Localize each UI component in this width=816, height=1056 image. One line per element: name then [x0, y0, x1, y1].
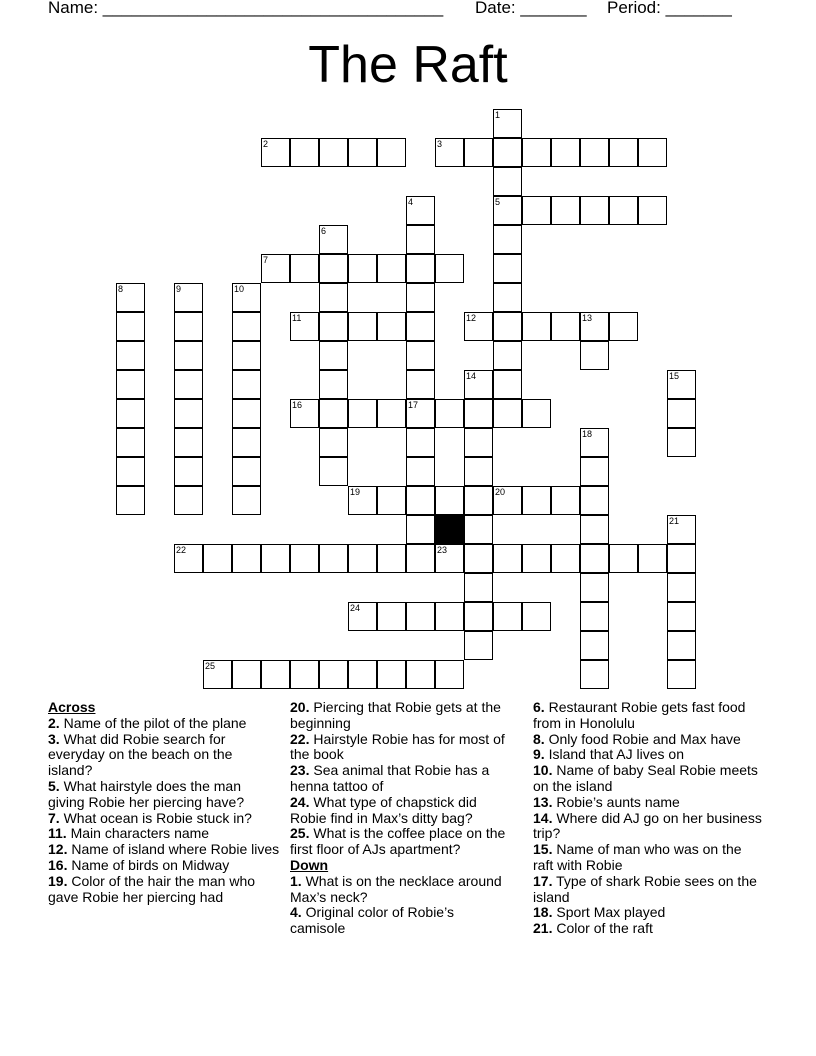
grid-cell[interactable]: [116, 457, 145, 486]
grid-cell[interactable]: [232, 399, 261, 428]
grid-cell[interactable]: [261, 138, 290, 167]
clue-number-label: 7.: [48, 809, 60, 826]
grid-cell[interactable]: [116, 283, 145, 312]
clue-number-label: 24.: [290, 793, 310, 810]
grid-cell[interactable]: [319, 370, 348, 399]
grid-cell[interactable]: [580, 660, 609, 689]
grid-cell[interactable]: [319, 428, 348, 457]
grid-cell[interactable]: [232, 486, 261, 515]
grid-cell[interactable]: [348, 138, 377, 167]
grid-cell[interactable]: [290, 399, 319, 428]
grid-cell[interactable]: [435, 399, 464, 428]
clue-number-label: 25.: [290, 825, 310, 842]
clue-item: [48, 874, 280, 906]
grid-cell[interactable]: [580, 138, 609, 167]
grid-cell[interactable]: [319, 254, 348, 283]
grid-cell[interactable]: [464, 486, 493, 515]
grid-cell[interactable]: [348, 254, 377, 283]
grid-cell[interactable]: [232, 312, 261, 341]
grid-cell[interactable]: [551, 196, 580, 225]
clue-text: Color of the raft: [552, 920, 653, 937]
grid-cell[interactable]: [406, 602, 435, 631]
grid-cell[interactable]: [464, 399, 493, 428]
clue-item: [48, 779, 280, 811]
grid-cell[interactable]: [580, 544, 609, 573]
clue-item: [290, 763, 510, 795]
clue-text: Only food Robie and Max have: [544, 730, 741, 747]
grid-cell[interactable]: [174, 341, 203, 370]
clue-text: What ocean is Robie stuck in?: [59, 809, 252, 826]
clue-number-label: 21.: [533, 920, 553, 937]
page-title: The Raft: [308, 36, 508, 94]
grid-cell[interactable]: [493, 544, 522, 573]
grid-cell[interactable]: [174, 428, 203, 457]
grid-cell[interactable]: [116, 312, 145, 341]
clue-number-label: 2.: [48, 714, 60, 731]
clue-number: 10: [234, 284, 245, 294]
grid-cell[interactable]: [116, 370, 145, 399]
grid-cell[interactable]: [319, 399, 348, 428]
clue-number: 19: [350, 487, 361, 497]
clue-number-label: 3.: [48, 730, 60, 747]
grid-cell[interactable]: [232, 457, 261, 486]
clue-item: [533, 700, 763, 732]
grid-cell[interactable]: [232, 341, 261, 370]
grid-cell[interactable]: [174, 399, 203, 428]
grid-cell[interactable]: [551, 544, 580, 573]
clue-item: [533, 874, 763, 906]
clue-item: [48, 826, 280, 842]
grid-cell[interactable]: [406, 399, 435, 428]
clue-text: What did Robie search for everyday on the beach on the island?: [48, 730, 233, 779]
grid-cell[interactable]: [464, 515, 493, 544]
grid-cell[interactable]: [348, 602, 377, 631]
grid-cell[interactable]: [580, 515, 609, 544]
grid-cell[interactable]: [580, 631, 609, 660]
grid-cell[interactable]: [406, 254, 435, 283]
grid-cell[interactable]: [522, 544, 551, 573]
grid-cell[interactable]: [319, 544, 348, 573]
grid-cell[interactable]: [667, 602, 696, 631]
grid-cell[interactable]: [493, 341, 522, 370]
grid-cell[interactable]: [667, 573, 696, 602]
grid-cell[interactable]: [522, 196, 551, 225]
grid-cell[interactable]: [464, 457, 493, 486]
grid-cell[interactable]: [348, 399, 377, 428]
grid-cell[interactable]: [667, 515, 696, 544]
grid-cell[interactable]: [667, 428, 696, 457]
grid-cell[interactable]: [261, 544, 290, 573]
clue-item: [533, 811, 763, 843]
grid-cell[interactable]: [377, 486, 406, 515]
clue-text: Type of shark Robie sees on the island: [533, 872, 757, 905]
clue-text: Original color of Robie’s camisole: [290, 904, 454, 937]
clue-item: [533, 763, 763, 795]
grid-cell[interactable]: [609, 312, 638, 341]
clue-item: [290, 732, 510, 764]
grid-cell[interactable]: [435, 602, 464, 631]
grid-cell[interactable]: [232, 283, 261, 312]
grid-cell[interactable]: [435, 544, 464, 573]
grid-cell[interactable]: [464, 138, 493, 167]
clue-text: Name of man who was on the raft with Robie: [533, 841, 742, 873]
grid-cell[interactable]: [580, 428, 609, 457]
grid-cell[interactable]: [609, 544, 638, 573]
clue-text: Name of baby Seal Robie meets on the island: [533, 762, 758, 794]
clue-number-label: 4.: [290, 904, 302, 921]
grid-cell[interactable]: [522, 399, 551, 428]
grid-cell[interactable]: [464, 370, 493, 399]
grid-cell[interactable]: [551, 138, 580, 167]
date-field[interactable]: Date: _______: [475, 0, 587, 17]
grid-cell[interactable]: [667, 660, 696, 689]
clue-item: [290, 795, 510, 827]
grid-cell[interactable]: [319, 138, 348, 167]
grid-cell[interactable]: [290, 660, 319, 689]
clue-item: [533, 732, 763, 748]
clue-number: 1: [495, 110, 501, 120]
grid-cell[interactable]: [638, 544, 667, 573]
grid-cell[interactable]: [493, 167, 522, 196]
clue-number: 5: [495, 197, 501, 207]
clue-text: Restaurant Robie gets fast food from in Honolulu: [533, 699, 746, 731]
grid-cell[interactable]: [406, 370, 435, 399]
grid-cell[interactable]: [638, 196, 667, 225]
grid-cell[interactable]: [203, 660, 232, 689]
clue-number: 12: [466, 313, 477, 323]
clue-number-label: 14.: [533, 809, 553, 826]
clue-number: 15: [669, 371, 680, 381]
grid-cell[interactable]: [522, 486, 551, 515]
clue-number: 25: [205, 661, 216, 671]
clue-text: Name of island where Robie lives: [67, 841, 280, 858]
grid-cell[interactable]: [406, 341, 435, 370]
clue-text: Name of birds on Midway: [67, 856, 230, 873]
clue-text: What is the coffee place on the first floor of AJs apartment?: [290, 825, 506, 858]
clue-item: [290, 826, 510, 858]
clue-number-label: 9.: [533, 746, 545, 763]
clues-column-3: [533, 700, 763, 937]
grid-cell[interactable]: [464, 544, 493, 573]
clue-item: [290, 700, 510, 732]
grid-cell[interactable]: [174, 370, 203, 399]
grid-cell[interactable]: [174, 457, 203, 486]
grid-cell[interactable]: [493, 602, 522, 631]
grid-cell[interactable]: [377, 399, 406, 428]
grid-cell[interactable]: [667, 631, 696, 660]
grid-cell[interactable]: [290, 312, 319, 341]
clue-number: 22: [176, 545, 187, 555]
grid-cell[interactable]: [667, 544, 696, 573]
grid-cell[interactable]: [609, 138, 638, 167]
grid-cell[interactable]: [406, 428, 435, 457]
grid-cell[interactable]: [319, 341, 348, 370]
grid-cell[interactable]: [377, 312, 406, 341]
clue-number: 9: [176, 284, 182, 294]
clue-number: 2: [263, 139, 269, 149]
clue-number: 18: [582, 429, 593, 439]
grid-cell[interactable]: [232, 660, 261, 689]
clue-number-label: 12.: [48, 841, 68, 858]
grid-cell[interactable]: [406, 312, 435, 341]
grid-cell[interactable]: [464, 312, 493, 341]
grid-cell[interactable]: [638, 138, 667, 167]
grid-cell[interactable]: [667, 399, 696, 428]
grid-cell[interactable]: [232, 428, 261, 457]
grid-cell[interactable]: [406, 457, 435, 486]
grid-cell[interactable]: [174, 283, 203, 312]
grid-cell[interactable]: [348, 544, 377, 573]
grid-cell[interactable]: [493, 138, 522, 167]
clue-text: Color of the hair the man who gave Robie her piercing had: [48, 872, 256, 905]
clue-number-label: 5.: [48, 777, 60, 794]
grid-cell[interactable]: [493, 370, 522, 399]
clue-text: What type of chapstick did Robie find in Max’s ditty bag?: [290, 793, 477, 826]
clue-text: What is on the necklace around Max’s neck?: [290, 872, 502, 905]
grid-cell[interactable]: [319, 660, 348, 689]
grid-cell[interactable]: [493, 109, 522, 138]
clue-text: Sport Max played: [552, 904, 666, 921]
clue-text: Where did AJ go on her business trip?: [533, 809, 762, 842]
clue-item: [290, 874, 510, 906]
grid-cell[interactable]: [261, 254, 290, 283]
block-cell: [435, 515, 464, 544]
grid-cell[interactable]: [261, 660, 290, 689]
name-field[interactable]: Name: ____________________________________: [48, 0, 444, 17]
clue-item: [533, 795, 763, 811]
grid-cell[interactable]: [493, 196, 522, 225]
grid-cell[interactable]: [493, 283, 522, 312]
clue-item: [533, 905, 763, 921]
clue-number-label: 16.: [48, 856, 68, 873]
grid-cell[interactable]: [435, 486, 464, 515]
clue-number: 4: [408, 197, 414, 207]
clue-number-label: 22.: [290, 730, 310, 747]
clue-item: [48, 716, 280, 732]
clue-item: [48, 842, 280, 858]
grid-cell[interactable]: [232, 370, 261, 399]
grid-cell[interactable]: [551, 486, 580, 515]
grid-cell[interactable]: [406, 486, 435, 515]
grid-cell[interactable]: [406, 225, 435, 254]
grid-cell[interactable]: [406, 283, 435, 312]
grid-cell[interactable]: [435, 138, 464, 167]
grid-cell[interactable]: [319, 457, 348, 486]
clue-number-label: 10.: [533, 762, 553, 779]
grid-cell[interactable]: [116, 486, 145, 515]
grid-cell[interactable]: [406, 544, 435, 573]
grid-cell[interactable]: [522, 312, 551, 341]
clue-item: [48, 858, 280, 874]
grid-cell[interactable]: [493, 225, 522, 254]
grid-cell[interactable]: [493, 254, 522, 283]
clue-text: Main characters name: [66, 825, 210, 842]
clue-text: Island that AJ lives on: [544, 746, 684, 763]
clue-number: 20: [495, 487, 506, 497]
grid-cell[interactable]: [493, 486, 522, 515]
clue-number: 11: [292, 313, 302, 323]
grid-cell[interactable]: [116, 399, 145, 428]
clue-text: What hairstyle does the man giving Robie her piercing have?: [48, 777, 245, 810]
grid-cell[interactable]: [377, 602, 406, 631]
grid-cell[interactable]: [174, 312, 203, 341]
clues-column-2: [290, 700, 510, 937]
grid-cell[interactable]: [116, 341, 145, 370]
grid-cell[interactable]: [290, 544, 319, 573]
grid-cell[interactable]: [435, 660, 464, 689]
clue-number-label: 15.: [533, 841, 553, 858]
clue-number-label: 17.: [533, 872, 553, 889]
grid-cell[interactable]: [580, 573, 609, 602]
grid-cell[interactable]: [464, 428, 493, 457]
grid-cell[interactable]: [580, 196, 609, 225]
grid-cell[interactable]: [319, 225, 348, 254]
grid-cell[interactable]: [290, 138, 319, 167]
clue-number: 8: [118, 284, 124, 294]
clue-number: 23: [437, 545, 448, 555]
grid-cell[interactable]: [174, 544, 203, 573]
clue-number: 16: [292, 400, 303, 410]
clue-number-label: 11.: [48, 825, 67, 842]
clue-number-label: 13.: [533, 793, 553, 810]
grid-cell[interactable]: [667, 370, 696, 399]
grid-cell[interactable]: [551, 312, 580, 341]
clue-number-label: 8.: [533, 730, 545, 747]
clue-item: [48, 732, 280, 779]
clue-number-label: 23.: [290, 762, 310, 779]
grid-cell[interactable]: [290, 254, 319, 283]
grid-cell[interactable]: [580, 602, 609, 631]
grid-cell[interactable]: [116, 428, 145, 457]
clue-number-label: 18.: [533, 904, 553, 921]
grid-cell[interactable]: [319, 312, 348, 341]
grid-cell[interactable]: [406, 515, 435, 544]
grid-cell[interactable]: [174, 486, 203, 515]
clue-item: [290, 905, 510, 937]
grid-cell[interactable]: [377, 544, 406, 573]
grid-cell[interactable]: [609, 196, 638, 225]
clue-item: [533, 842, 763, 874]
clue-number: 3: [437, 139, 443, 149]
clue-number: 21: [669, 516, 680, 526]
grid-cell[interactable]: [232, 544, 261, 573]
clue-item: [48, 811, 280, 827]
clues-column-1: [48, 700, 280, 905]
grid-cell[interactable]: [377, 254, 406, 283]
grid-cell[interactable]: [580, 457, 609, 486]
clue-number-label: 20.: [290, 699, 310, 715]
grid-cell[interactable]: [377, 138, 406, 167]
period-field[interactable]: Period: _______: [607, 0, 732, 17]
clue-text: Robie’s aunts name: [552, 793, 680, 810]
grid-cell[interactable]: [464, 602, 493, 631]
grid-cell[interactable]: [522, 602, 551, 631]
clue-number: 24: [350, 603, 361, 613]
grid-cell[interactable]: [406, 196, 435, 225]
clue-number-label: 19.: [48, 872, 68, 889]
down-heading: Down: [290, 856, 329, 873]
clue-number-label: 6.: [533, 699, 545, 715]
clue-number: 14: [466, 371, 477, 381]
grid-cell[interactable]: [493, 312, 522, 341]
grid-cell[interactable]: [348, 660, 377, 689]
grid-cell[interactable]: [464, 573, 493, 602]
clue-number: 7: [263, 255, 269, 265]
grid-cell[interactable]: [435, 254, 464, 283]
clue-text: Hairstyle Robie has for most of the book: [290, 730, 505, 763]
clue-item: [533, 921, 763, 937]
grid-cell[interactable]: [464, 631, 493, 660]
grid-cell[interactable]: [406, 660, 435, 689]
clue-number: 13: [582, 313, 593, 323]
clue-text: Piercing that Robie gets at the beginning: [290, 699, 501, 731]
clue-number: 17: [408, 400, 419, 410]
grid-cell[interactable]: [580, 341, 609, 370]
clue-text: Sea animal that Robie has a henna tattoo of: [290, 762, 490, 794]
grid-cell[interactable]: [348, 312, 377, 341]
clue-number-label: 1.: [290, 872, 302, 889]
clue-text: Name of the pilot of the plane: [59, 714, 247, 731]
grid-cell[interactable]: [377, 660, 406, 689]
clue-item: [533, 747, 763, 763]
grid-cell[interactable]: [348, 486, 377, 515]
grid-cell[interactable]: [493, 399, 522, 428]
clue-number: 6: [321, 226, 327, 236]
grid-cell[interactable]: [580, 486, 609, 515]
across-heading: Across: [48, 699, 96, 715]
grid-cell[interactable]: [522, 138, 551, 167]
grid-cell[interactable]: [580, 312, 609, 341]
grid-cell[interactable]: [319, 283, 348, 312]
grid-cell[interactable]: [203, 544, 232, 573]
